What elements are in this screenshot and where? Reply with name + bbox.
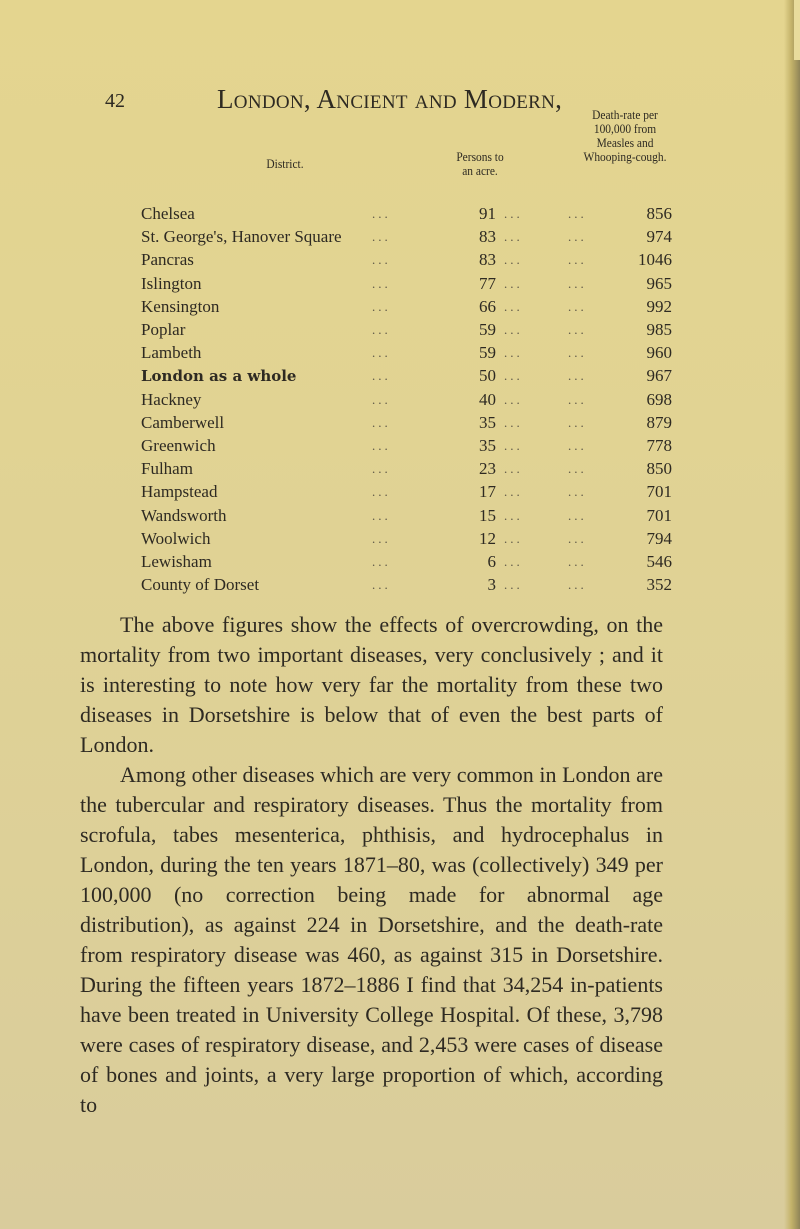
dot-leader: ... [372, 368, 391, 384]
column-header-district-text: District. [266, 156, 304, 171]
persons-per-acre: 40 [479, 389, 496, 409]
district-name: London as a whole [141, 367, 297, 386]
dot-leader: ... [504, 345, 523, 361]
district-name: Lambeth [141, 343, 202, 363]
death-rate: 967 [646, 366, 672, 386]
dot-leader: ... [568, 252, 587, 268]
dot-leader: ... [504, 414, 523, 430]
table-row [0, 249, 800, 271]
dot-leader: ... [568, 206, 587, 221]
dot-leader: ... [372, 252, 391, 268]
page-corner [794, 0, 800, 60]
persons-per-acre: 23 [479, 459, 496, 479]
dot-leader: ... [568, 484, 587, 500]
page-edge-shadow [784, 0, 800, 1229]
dot-leader: ... [372, 275, 391, 291]
table-row [0, 342, 800, 364]
dot-leader: ... [372, 461, 391, 477]
persons-per-acre: 91 [479, 204, 496, 223]
persons-per-acre: 83 [479, 227, 496, 247]
dot-leader: ... [372, 484, 391, 500]
dot-leader: ... [568, 414, 587, 430]
district-name: Islington [141, 273, 202, 293]
table-row [0, 458, 800, 480]
death-rate: 992 [646, 296, 672, 316]
death-rate: 1046 [638, 250, 672, 270]
table-row [0, 296, 800, 318]
persons-per-acre: 83 [479, 250, 496, 270]
table-row [0, 203, 800, 225]
table-row [0, 435, 800, 457]
death-rate: 879 [646, 412, 672, 432]
persons-per-acre: 50 [479, 366, 496, 386]
dot-leader: ... [504, 275, 523, 291]
dot-leader: ... [372, 391, 391, 407]
column-header-death-rate-line: 100,000 from [593, 121, 657, 136]
dot-leader: ... [568, 298, 587, 314]
dot-leader: ... [504, 322, 523, 337]
dot-leader: ... [568, 368, 587, 384]
paragraph: The above figures show the effects of overcrowding, on the mortality from two important diseases, very conclusively ; and it is interesting to note how very far the mortality from these two diseases in Dorsetshire is below that of even the best parts of London. [80, 612, 663, 757]
death-rate: 850 [646, 459, 672, 479]
dot-leader: ... [372, 530, 391, 546]
dot-leader: ... [568, 507, 587, 523]
persons-per-acre: 35 [479, 436, 496, 455]
persons-per-acre: 77 [479, 273, 496, 293]
dot-leader: ... [504, 530, 523, 546]
page-number: 42 [105, 90, 125, 112]
dot-leader: ... [372, 322, 391, 337]
column-header-persons-line: Persons to [456, 149, 504, 164]
dot-leader: ... [568, 391, 587, 407]
dot-leader: ... [568, 554, 587, 569]
district-name: Chelsea [141, 204, 195, 223]
table-row [0, 574, 800, 596]
column-header-district [232, 157, 338, 171]
district-name: Greenwich [141, 436, 216, 455]
dot-leader: ... [372, 345, 391, 361]
death-rate: 778 [646, 436, 672, 455]
death-rate: 856 [646, 204, 672, 223]
dot-leader: ... [568, 530, 587, 546]
table-row [0, 226, 800, 248]
column-header-death-rate-line: Death-rate per [592, 107, 658, 122]
dot-leader: ... [504, 438, 523, 453]
death-rate: 546 [646, 552, 672, 571]
dot-leader: ... [504, 391, 523, 407]
dot-leader: ... [504, 461, 523, 477]
death-rate: 974 [646, 227, 672, 247]
district-name: Fulham [141, 459, 193, 479]
persons-per-acre: 35 [479, 412, 496, 432]
death-rate: 701 [646, 505, 672, 525]
table-row [0, 551, 800, 573]
dot-leader: ... [568, 461, 587, 477]
dot-leader: ... [504, 368, 523, 384]
dot-leader: ... [372, 577, 391, 593]
table-row [0, 273, 800, 295]
persons-per-acre: 15 [479, 505, 496, 525]
death-rate: 698 [646, 389, 672, 409]
dot-leader: ... [372, 507, 391, 523]
district-name: Poplar [141, 320, 186, 339]
dot-leader: ... [504, 229, 523, 245]
table-row [0, 481, 800, 503]
dot-leader: ... [372, 298, 391, 314]
dot-leader: ... [372, 414, 391, 430]
dot-leader: ... [504, 206, 523, 221]
table-row [0, 528, 800, 550]
death-rate: 965 [646, 273, 672, 293]
dot-leader: ... [372, 438, 391, 453]
death-rate: 352 [646, 575, 672, 595]
death-rate: 794 [646, 528, 672, 548]
district-name: Woolwich [141, 528, 211, 548]
district-name: St. George's, Hanover Square [141, 227, 342, 247]
dot-leader: ... [504, 252, 523, 268]
column-header-persons [427, 150, 533, 178]
district-name: Pancras [141, 250, 194, 270]
district-name: Wandsworth [141, 505, 227, 525]
district-name: Lewisham [141, 552, 212, 571]
column-header-death-rate [550, 108, 700, 164]
column-header-death-rate-line: Whooping-cough. [583, 149, 667, 164]
persons-per-acre: 59 [479, 343, 496, 363]
column-header-persons-line: an acre. [462, 163, 498, 178]
death-rate: 985 [646, 320, 672, 339]
book-title: London, Ancient and Modern, [217, 84, 563, 114]
persons-per-acre: 12 [479, 528, 496, 548]
dot-leader: ... [568, 345, 587, 361]
body-text [80, 610, 663, 1120]
table-row [0, 319, 800, 341]
dot-leader: ... [504, 298, 523, 314]
dot-leader: ... [568, 275, 587, 291]
dot-leader: ... [504, 484, 523, 500]
table-row [0, 505, 800, 527]
table-row [0, 412, 800, 434]
dot-leader: ... [504, 577, 523, 593]
district-name: Kensington [141, 296, 220, 316]
district-name: Hackney [141, 389, 202, 409]
persons-per-acre: 3 [487, 575, 496, 595]
table-row [0, 365, 800, 387]
district-name: County of Dorset [141, 575, 260, 595]
district-name: Hampstead [141, 482, 218, 502]
dot-leader: ... [372, 554, 391, 569]
dot-leader: ... [372, 206, 391, 221]
dot-leader: ... [568, 322, 587, 337]
dot-leader: ... [372, 229, 391, 245]
death-rate: 960 [646, 343, 672, 363]
persons-per-acre: 59 [479, 320, 496, 339]
persons-per-acre: 6 [487, 552, 496, 571]
dot-leader: ... [568, 229, 587, 245]
paragraph: Among other diseases which are very common in London are the tubercular and respiratory diseases. Thus the mortality from scrofula, tabes mesenterica, phthisis, and hydrocephalus in London, during the ten years 1871–80, was (collectively) 349 per 100,000 (no correction being made for abnormal age distribution), as against 224 in Dorsetshire, and the death-rate from respiratory disease was 460, as against 315 in Dorsetshire. During the fifteen years 1872–1886 I find that 34,254 in-patients have been treated in University College Hospital. Of these, 3,798 were cases of respiratory disease, and 2,453 were cases of disease of bones and joints, a very large proportion of which, according to [80, 762, 663, 1117]
persons-per-acre: 17 [479, 482, 496, 502]
column-header-death-rate-line: Measles and [596, 135, 654, 150]
dot-leader: ... [568, 577, 587, 593]
persons-per-acre: 66 [479, 296, 496, 316]
dot-leader: ... [504, 507, 523, 523]
dot-leader: ... [504, 554, 523, 569]
dot-leader: ... [568, 438, 587, 453]
death-rate: 701 [646, 482, 672, 502]
district-name: Camberwell [141, 412, 225, 432]
table-row [0, 389, 800, 411]
